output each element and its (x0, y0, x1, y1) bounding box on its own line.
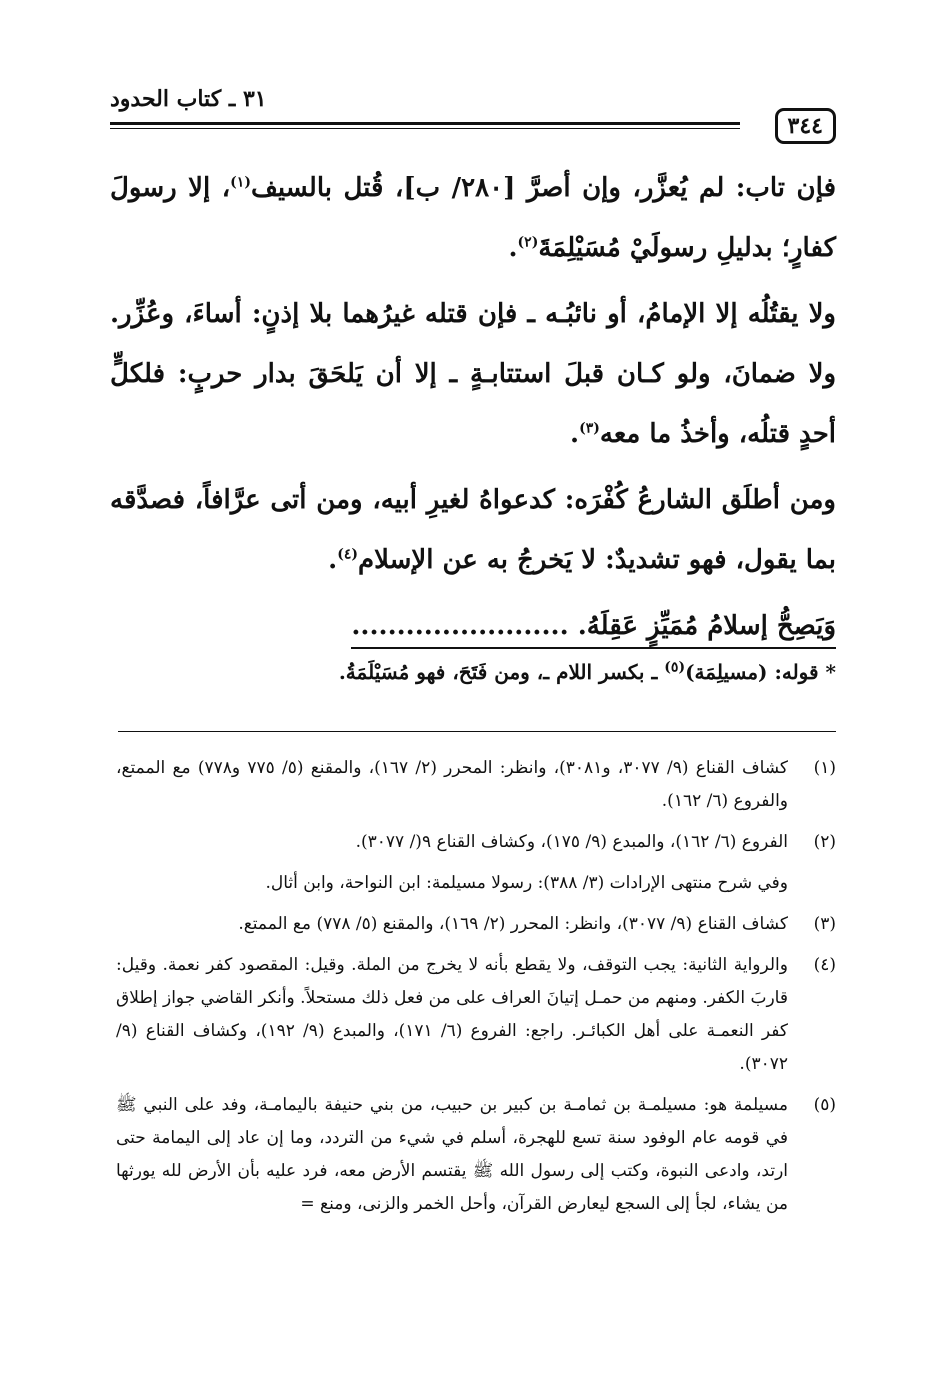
footnote-ref-1[interactable]: (١) (230, 174, 251, 191)
footnote-number: (٣) (813, 914, 836, 934)
footnote-2 (116, 826, 836, 859)
footnote-4 (116, 949, 836, 1081)
footnote-ref-2[interactable]: (٢) (517, 234, 539, 251)
chapter-title: ٣١ ـ كتاب الحدود (110, 86, 267, 112)
footnote-divider (118, 731, 836, 732)
paragraph-3-end: . (328, 545, 338, 575)
commentary-text-a: قوله: (مسيلِمَة) (685, 660, 819, 684)
footnote-text: مسيلمة هو: مسيلمـة بن ثمامـة بن كبير بن حبيب، من بني حنيفة باليمامـة، وفد على النبي ﷺ في قومه عام الوفود سنة تسع للهجرة، أسلم في شيء من التردد، وما إن عاد إلى اليمامة حتى ارتد، وادعى النبوة، وكتب إلى رسول الله ﷺ يقتسم الأرض معه، فرد عليه بأن الأرض لله يورثها من يشاء، لجأ إلى السجع ليعارض القرآن، وأحل الخمر والزنى، ومنع = (116, 1095, 789, 1214)
paragraph-2-end: . (570, 419, 580, 449)
star-icon: * (825, 660, 836, 684)
footnote-ref-4[interactable]: (٤) (337, 546, 358, 563)
paragraph-4 (110, 596, 836, 656)
footnote-number: (٥) (813, 1095, 836, 1115)
paragraph-2 (110, 284, 836, 464)
footnote-text: الفروع (٦/ ١٦٢)، والمبدع (٩/ ١٧٥)، وكشاف القناع ٩(/ ٣٠٧٧). (355, 832, 788, 852)
main-text (110, 158, 836, 662)
header-rule-thin (110, 128, 740, 129)
page-number: ٣٤٤ (775, 108, 836, 144)
paragraph-4-text: وَيَصِحُّ إسلامُ مُمَيِّزٍ عَقِلَهُ. (577, 611, 836, 641)
paragraph-3-text: ومن أطلَق الشارعُ كُفْرَه: كدعواهُ لغيرِ أبيه، ومن أتى عرَّافاً، فصدَّقه بما يقول، فهو تشديدٌ: لا يَخرجُ به عن الإسلام (110, 485, 836, 575)
dotted-leader: ........................ (351, 611, 569, 641)
footnote-5 (116, 1089, 836, 1221)
header-rule (110, 122, 740, 125)
page-header (110, 86, 836, 142)
footnote-ref-3[interactable]: (٣) (579, 420, 600, 437)
commentary-text-b: ـ بكسر اللام ـ، ومن فَتَحَ، فهو مُسَيْلَمَةُ. (338, 660, 658, 684)
paragraph-2-text: ولا يقتُلُه إلا الإمامُ، أو نائبُـه ـ فإن قتله غيرُهما بلا إذنٍ: أساءَ، وعُزِّر. ولا ضمانَ، ولو كـان قبلَ استتابـةٍ ـ إلا أن يَلحَقَ بدار حربٍ: فلكلٍّ أحدٍ قتلُه، وأخذُ ما معه (110, 299, 836, 449)
footnote-3 (116, 908, 836, 941)
commentary-line (110, 660, 836, 684)
footnote-ref-5[interactable]: (٥) (664, 659, 686, 676)
footnote-number: (١) (813, 758, 836, 778)
footnote-text: كشاف القناع (٩/ ٣٠٧٧)، وانظر: المحرر (٢/ ١٦٩)، والمقنع (٥/ ٧٧٨) مع الممتع. (238, 914, 788, 934)
paragraph-1 (110, 158, 836, 278)
paragraph-1-end: . (508, 233, 518, 263)
paragraph-1-text-b: ، إلا رسولَ كفارٍ؛ بدليلِ رسولَيْ مُسَيْلِمَةَ (110, 173, 836, 263)
footnotes (116, 752, 836, 1229)
paragraph-1-text-a: فإن تاب: لم يُعزَّر، وإن أصرَّ [٢٨٠/ ب]، قُتل بالسيف (250, 173, 836, 203)
footnote-text: والرواية الثانية: يجب التوقف، ولا يقطع بأنه لا يخرج من الملة. وقيل: المقصود كفر نعمة. وقيل: قاربَ الكفر. ومنهم من حمـل إتيانَ العراف على من فعل ذلك مستحلاً. وأنكر القاضي جواز إطلاق كفر النعمـة على أهل الكبائـر. راجع: الفروع (٦/ ١٧١)، والمبدع (٩/ ١٩٢)، وكشاف القناع (٩/ ٣٠٧٢). (116, 955, 788, 1074)
footnote-text: كشاف القناع (٩/ ٣٠٧٧، و٣٠٨١)، وانظر: المحرر (٢/ ١٦٧)، والمقنع (٥/ ٧٧٥ و٧٧٨) مع الممتع، والفروع (٦/ ١٦٢). (116, 758, 789, 811)
footnote-2-continuation: وفي شرح منتهى الإرادات (٣/ ٣٨٨): رسولا مسيلمة: ابن النواحة، وابن أثال. (265, 873, 788, 893)
footnote-number: (٢) (813, 832, 836, 852)
paragraph-3 (110, 470, 836, 590)
matn-line (351, 611, 836, 649)
footnote-1 (116, 752, 836, 818)
footnote-number: (٤) (813, 955, 836, 975)
